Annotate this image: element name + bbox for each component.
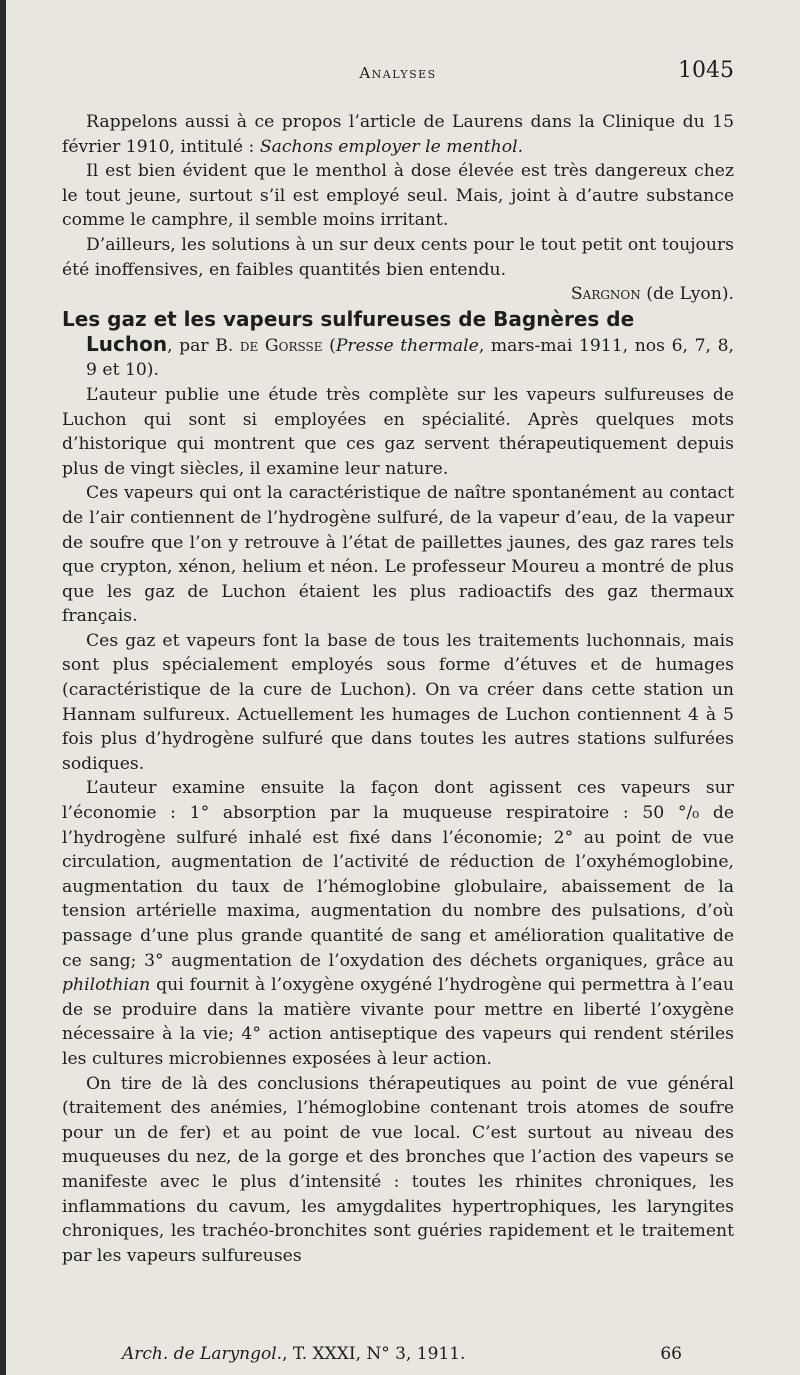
paragraph-2: Il est bien évident que le menthol à dose élevée est très dangereux chez le tout jeune, surtout s’il est employé seul. Mais, joint à d’autre substance comme le camphre, il semble moins irritant. (62, 161, 734, 231)
running-header (62, 58, 734, 90)
footer-signature: 66 (660, 1344, 682, 1364)
p1-text: Rappelons aussi à ce propos l’article de Laurens dans la Clinique du 15 février 1910, intitulé : (62, 112, 734, 157)
byline-par: , par B. (167, 335, 240, 356)
byline-journal: Presse thermale (335, 335, 479, 356)
running-title: Analyses (359, 64, 437, 82)
p7-text-a: L’auteur examine ensuite la façon dont agissent ces vapeurs sur l’économie : 1° absorption par la muqueuse respiratoire : 50 °/₀ de l’hydrogène sulfuré inhalé est fixé dans l’économie; 2° au point de vue circulation, augmentation de l’activité de réduction de l’oxyhémoglobine, augmentation du taux de l’hémoglobine globulaire, abaissement de la tension artérielle maxima, augmentation du nombre des pulsations, d’où passage d’une plus grande quantité de sang et amélioration qualitative de ce sang; 3° augmentation de l’oxydation des déchets organiques, grâce au (62, 778, 734, 971)
p1-article-title: Sachons employer le menthol. (259, 136, 524, 157)
paragraph-7 (62, 776, 734, 1071)
paragraph-5: Ces vapeurs qui ont la caractéristique de naître spontanément au contact de l’air contiennent de l’hydrogène sulfuré, de la vapeur d’eau, de la vapeur de soufre que l’on y retrouve à l’état de paillettes jaunes, des gaz rares tels que crypton, xénon, helium et néon. Le professeur Moureu a montré de plus que les gaz de Luchon étaient les plus radioactifs des gaz thermaux français. (62, 483, 734, 627)
paragraph-4: L’auteur publie une étude très complète sur les vapeurs sulfureuses de Luchon qui sont si employées en spécialité. Après quelques mots d’historique qui montrent que ces gaz servent thérapeutiquement depuis plus de vingt siècles, il examine leur nature. (62, 384, 734, 479)
paragraph-1 (62, 110, 734, 159)
signature-name: Sargnon (570, 284, 641, 305)
section-heading: Les gaz et les vapeurs sulfureuses de Bagnères de (62, 306, 635, 331)
document-page (62, 58, 734, 1268)
page-number: 1045 (678, 58, 734, 83)
byline-issue: , mars-mai 1911, nos 6, 7, 8, 9 et 10). (86, 335, 735, 381)
page-binding-edge (0, 0, 6, 1375)
paragraph-8: On tire de là des conclusions thérapeutiques au point de vue général (traitement des anémies, l’hémoglobine contenant trois atomes de soufre pour un de fer) et au point de vue local. C’est surtout au niveau des muqueuses du nez, de la gorge et des bronches que l’action des vapeurs se manifeste avec le plus d’intensité : toutes les rhinites chroniques, les inflammations du cavum, les amygdalites hypertrophiques, les laryngites chroniques, les trachéo-bronchites sont guéries rapidement et le traitement par les vapeurs sulfureuses (62, 1073, 734, 1266)
heading-byline (86, 332, 734, 383)
paragraph-6: Ces gaz et vapeurs font la base de tous les traitements luchonnais, mais sont plus spécialement employés sous forme d’étuves et de humages (caractéristique de la cure de Luchon). On va créer dans cette station un Hannam sulfureux. Actuellement les humages de Luchon contiennent 4 à 5 fois plus d’hydrogène sulfuré que dans toutes les autres stations sulfurées sodiques. (62, 630, 734, 774)
p7-text-b: qui fournit à l’oxygène oxygéné l’hydrogène qui permettra à l’eau de se produire dans la matière vivante pour mettre en liberté l’oxygène nécessaire à la vie; 4° action antiseptique des vapeurs qui rendent stériles les cultures microbiennes exposées à leur action. (62, 975, 734, 1069)
heading-continuation: Luchon (86, 331, 168, 356)
footer-citation (122, 1344, 465, 1364)
paragraph-3: D’ailleurs, les solutions à un sur deux cents pour le tout petit ont toujours été inoffensives, en faibles quantités bien entendu. (62, 234, 734, 280)
footer-journal: Arch. de Laryngol. (122, 1344, 283, 1364)
byline-de: de (239, 335, 259, 356)
signature-place: (de Lyon). (640, 284, 734, 305)
byline-paren: ( (322, 335, 336, 356)
p7-term: philothian (62, 975, 151, 996)
byline-author: Gorsse (258, 335, 323, 356)
footer-volume: , T. XXXI, N° 3, 1911. (282, 1344, 466, 1364)
author-signature (62, 282, 734, 307)
